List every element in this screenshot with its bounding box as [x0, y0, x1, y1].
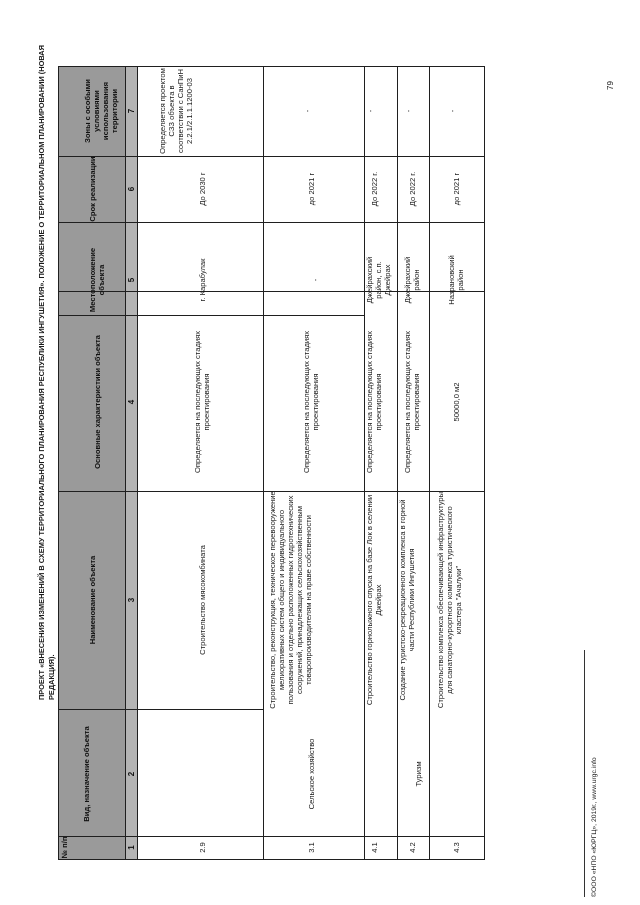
- row-3-1-zones: -: [303, 109, 312, 113]
- row-2-9-name: Строительство мясокомбината: [198, 545, 207, 655]
- row-4-2-characteristics: Определяется на последующих стадиях проектирования: [403, 330, 421, 474]
- header-name: Наименование объекта: [88, 555, 97, 645]
- col-num-2: 2: [127, 771, 136, 777]
- col-num-5: 5: [127, 277, 136, 283]
- row-4-3-term: до 2021 г: [452, 172, 461, 206]
- header-characteristics: Основные характеристики объекта: [93, 335, 102, 469]
- row-4-1-term: До 2022 г.: [370, 171, 379, 207]
- row-4-1-characteristics: Определяется на последующих стадиях проектирования: [365, 330, 383, 474]
- row-4-3-name: Строительство комплекса обеспечивающей инфраструктуры для санаторно-курортного комплекса туристического кластера "Ачалуки": [436, 491, 463, 709]
- footer-rule: [584, 650, 585, 897]
- row-4-2-num: 4.2: [408, 842, 417, 853]
- row-4-3-zones: -: [448, 109, 457, 113]
- row-4-1-zones: -: [366, 109, 375, 113]
- page-number: 79: [606, 81, 615, 90]
- row-3-1-characteristics: Определяется на последующих стадиях проектирования: [302, 330, 320, 474]
- header-term: Срок реализации: [88, 156, 97, 222]
- row-2-9-location: г. Карабулак: [198, 258, 207, 302]
- row-4-2-term: До 2022 г.: [408, 171, 417, 207]
- row-2-9-zones: Определяется проектом СЗЗ объекта в соответствии с СанПиН 2.2.1/2.1.1.1200-03: [158, 68, 194, 154]
- row-4-2-location: Джейрахский район: [403, 256, 421, 304]
- header-type: Вид, назначение объекта: [82, 726, 91, 822]
- document-title: ПРОЕКТ «ВНЕСЕНИЯ ИЗМЕНЕНИЙ В СХЕМУ ТЕРРИТОРИАЛЬНОГО ПЛАНИРОВАНИЯ РЕСПУБЛИКИ ИНГУШЕТИЯ». ПОЛОЖЕНИЕ О ТЕРРИТОРИАЛЬНОМ ПЛАНИРОВАНИИ (НОВАЯ РЕДАКЦИЯ).: [37, 45, 56, 700]
- col-num-3: 3: [127, 597, 136, 603]
- header-num: № п/п: [60, 836, 69, 859]
- row-3-1-num: 3.1: [307, 842, 316, 853]
- header-location: Местоположение объекта: [88, 247, 106, 313]
- header-zones: Зоны с особыми условиями использования территории: [83, 79, 119, 143]
- row-4-2-type: Туризм: [414, 761, 423, 787]
- col-num-7: 7: [127, 108, 136, 114]
- row-3-1-location: -: [311, 278, 320, 282]
- row-3-1-type: Сельское хозяйство: [307, 738, 316, 810]
- col-num-1: 1: [127, 845, 136, 850]
- row-3-1-name: Строительство, реконструкция, техническое перевооружение мелиоративных систем общего и индивидуального пользования и отдельно расположенных гидротехнических сооружений, принадлежащих сельскохозяйственным товаропроизводителям на праве собственности: [268, 491, 313, 709]
- row-4-2-zones: -: [404, 109, 413, 113]
- col-num-4: 4: [127, 399, 136, 405]
- row-3-1-term: до 2021 г: [307, 172, 316, 206]
- col-num-6: 6: [127, 186, 136, 192]
- row-4-1-location: Джейрахский район, с.п. Джейрах: [365, 256, 392, 304]
- footer-copyright: ©ООО «НПО «ЮРГЦ», 2019г., www.urgc.info: [591, 757, 598, 897]
- row-2-9-term: До 2030 г: [198, 172, 207, 206]
- row-4-2-name: Создание туристско-рекреационного комплекса в горной части Республики Ингушетия: [398, 499, 416, 701]
- row-2-9-num: 2.9: [198, 842, 207, 853]
- row-4-1-num: 4.1: [370, 842, 379, 853]
- row-2-9-characteristics: Определяется на последующих стадиях проектирования: [193, 330, 211, 474]
- row-4-3-location: Назрановский район: [447, 255, 465, 305]
- row-4-1-name: Строительство горнолыжного спуска на базе Лок в селении Джейрах: [365, 494, 383, 706]
- row-4-3-num: 4.3: [452, 842, 461, 853]
- row-4-3-characteristics: 50000,0 м2: [452, 382, 461, 422]
